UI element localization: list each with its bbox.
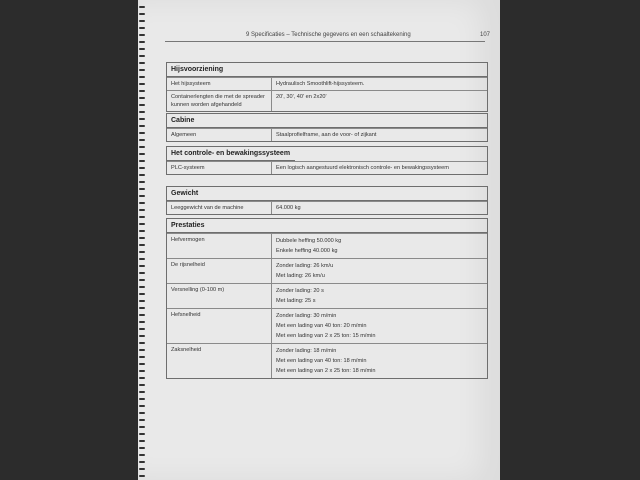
value-line: Enkele heffing 40.000 kg bbox=[276, 248, 338, 254]
binding-ring bbox=[139, 181, 145, 183]
row-value: 64.000 kg bbox=[276, 205, 301, 211]
binding-ring bbox=[139, 440, 145, 442]
row-label: Containerlengten die met de spreader kunnen worden afgehandeld bbox=[167, 91, 272, 111]
binding-ring bbox=[139, 188, 145, 190]
binding-ring bbox=[139, 125, 145, 127]
row-value bbox=[272, 309, 487, 343]
binding-ring bbox=[139, 90, 145, 92]
table-row bbox=[167, 233, 487, 258]
binding-ring bbox=[139, 461, 145, 463]
table-controle bbox=[166, 146, 488, 175]
binding-ring bbox=[139, 433, 145, 435]
row-value bbox=[272, 234, 487, 258]
binding-ring bbox=[139, 27, 145, 29]
binding-ring bbox=[139, 223, 145, 225]
binding-ring bbox=[139, 230, 145, 232]
binding-ring bbox=[139, 314, 145, 316]
value-line: Dubbele heffing 50.000 kg bbox=[276, 238, 342, 244]
row-value bbox=[272, 259, 487, 283]
binding-ring bbox=[139, 167, 145, 169]
table-title: Prestaties bbox=[167, 219, 487, 233]
value-line: Met een lading van 2 x 25 ton: 15 m/min bbox=[276, 333, 376, 339]
row-label: Het hijssysteem bbox=[167, 78, 272, 90]
row-label: De rijsnelheid bbox=[167, 259, 272, 283]
binding-ring bbox=[139, 370, 145, 372]
binding-ring bbox=[139, 118, 145, 120]
binding-ring bbox=[139, 384, 145, 386]
value-line: Met lading: 25 s bbox=[276, 298, 316, 304]
binding-ring bbox=[139, 244, 145, 246]
binding-ring bbox=[139, 209, 145, 211]
spiral-binding bbox=[138, 0, 146, 480]
binding-ring bbox=[139, 356, 145, 358]
table-row bbox=[167, 201, 487, 214]
value-line: Zonder lading: 20 s bbox=[276, 288, 324, 294]
table-row bbox=[167, 128, 487, 141]
binding-ring bbox=[139, 468, 145, 470]
binding-ring bbox=[139, 391, 145, 393]
binding-ring bbox=[139, 377, 145, 379]
binding-ring bbox=[139, 174, 145, 176]
row-label: Versnelling (0-100 m) bbox=[167, 284, 272, 308]
table-row bbox=[167, 90, 487, 111]
binding-ring bbox=[139, 160, 145, 162]
table-cabine bbox=[166, 113, 488, 142]
binding-ring bbox=[139, 300, 145, 302]
value-line: Zonder lading: 18 m/min bbox=[276, 348, 337, 354]
binding-ring bbox=[139, 475, 145, 477]
row-value: Een logisch aangestuurd elektronisch controle- en bewakingssysteem bbox=[276, 165, 449, 171]
binding-ring bbox=[139, 293, 145, 295]
binding-ring bbox=[139, 335, 145, 337]
binding-ring bbox=[139, 321, 145, 323]
row-label: Zaksnelheid bbox=[167, 344, 272, 378]
binding-ring bbox=[139, 363, 145, 365]
row-label: Hefsnelheid bbox=[167, 309, 272, 343]
row-value bbox=[272, 284, 487, 308]
table-title: Het controle- en bewakingssysteem bbox=[167, 147, 295, 161]
binding-ring bbox=[139, 216, 145, 218]
value-line: Met een lading van 40 ton: 20 m/min bbox=[276, 323, 367, 329]
binding-ring bbox=[139, 153, 145, 155]
table-row bbox=[167, 283, 487, 308]
row-label: Hefvermogen bbox=[167, 234, 272, 258]
header-rule bbox=[165, 41, 485, 42]
binding-ring bbox=[139, 34, 145, 36]
table-hijsvoorziening bbox=[166, 62, 488, 112]
binding-ring bbox=[139, 20, 145, 22]
binding-ring bbox=[139, 286, 145, 288]
binding-ring bbox=[139, 41, 145, 43]
binding-ring bbox=[139, 307, 145, 309]
binding-ring bbox=[139, 202, 145, 204]
binding-ring bbox=[139, 405, 145, 407]
binding-ring bbox=[139, 195, 145, 197]
page-number: 107 bbox=[480, 32, 491, 38]
binding-ring bbox=[139, 132, 145, 134]
row-label: PLC-systeem bbox=[167, 162, 272, 174]
binding-ring bbox=[139, 349, 145, 351]
value-line: Zonder lading: 30 m/min bbox=[276, 313, 337, 319]
binding-ring bbox=[139, 97, 145, 99]
binding-ring bbox=[139, 83, 145, 85]
row-value: Hydraulisch Smoothlift-hijssysteem. bbox=[276, 81, 365, 87]
row-label: Leeggewicht van de machine bbox=[167, 202, 272, 214]
binding-ring bbox=[139, 412, 145, 414]
binding-ring bbox=[139, 104, 145, 106]
value-line: Zonder lading: 26 km/u bbox=[276, 263, 334, 269]
binding-ring bbox=[139, 419, 145, 421]
table-row bbox=[167, 343, 487, 378]
row-value: 20', 30', 40' en 2x20' bbox=[276, 94, 327, 100]
binding-ring bbox=[139, 13, 145, 15]
row-value: Staalprofielframe, aan de voor- of zijkant bbox=[276, 132, 377, 138]
binding-ring bbox=[139, 55, 145, 57]
page-header: 9 Specificaties – Technische gegevens en een schaaltekening bbox=[246, 32, 411, 38]
value-line: Met een lading van 2 x 25 ton: 18 m/min bbox=[276, 368, 376, 374]
row-label: Algemeen bbox=[167, 129, 272, 141]
binding-ring bbox=[139, 454, 145, 456]
binding-ring bbox=[139, 265, 145, 267]
binding-ring bbox=[139, 328, 145, 330]
table-title: Gewicht bbox=[167, 187, 487, 201]
binding-ring bbox=[139, 447, 145, 449]
binding-ring bbox=[139, 139, 145, 141]
table-row bbox=[167, 258, 487, 283]
value-line: Met lading: 26 km/u bbox=[276, 273, 325, 279]
binding-ring bbox=[139, 62, 145, 64]
binding-ring bbox=[139, 272, 145, 274]
binding-ring bbox=[139, 111, 145, 113]
binding-ring bbox=[139, 6, 145, 8]
binding-ring bbox=[139, 237, 145, 239]
row-value bbox=[272, 344, 487, 378]
value-line: Met een lading van 40 ton: 18 m/min bbox=[276, 358, 367, 364]
table-row bbox=[167, 308, 487, 343]
table-title: Cabine bbox=[167, 114, 487, 128]
binding-ring bbox=[139, 76, 145, 78]
table-row bbox=[167, 77, 487, 90]
binding-ring bbox=[139, 251, 145, 253]
table-row bbox=[167, 161, 487, 174]
table-prestaties bbox=[166, 218, 488, 379]
binding-ring bbox=[139, 426, 145, 428]
table-title: Hijsvoorziening bbox=[167, 63, 487, 77]
binding-ring bbox=[139, 48, 145, 50]
table-gewicht bbox=[166, 186, 488, 215]
binding-ring bbox=[139, 146, 145, 148]
binding-ring bbox=[139, 342, 145, 344]
binding-ring bbox=[139, 69, 145, 71]
binding-ring bbox=[139, 279, 145, 281]
binding-ring bbox=[139, 398, 145, 400]
binding-ring bbox=[139, 258, 145, 260]
